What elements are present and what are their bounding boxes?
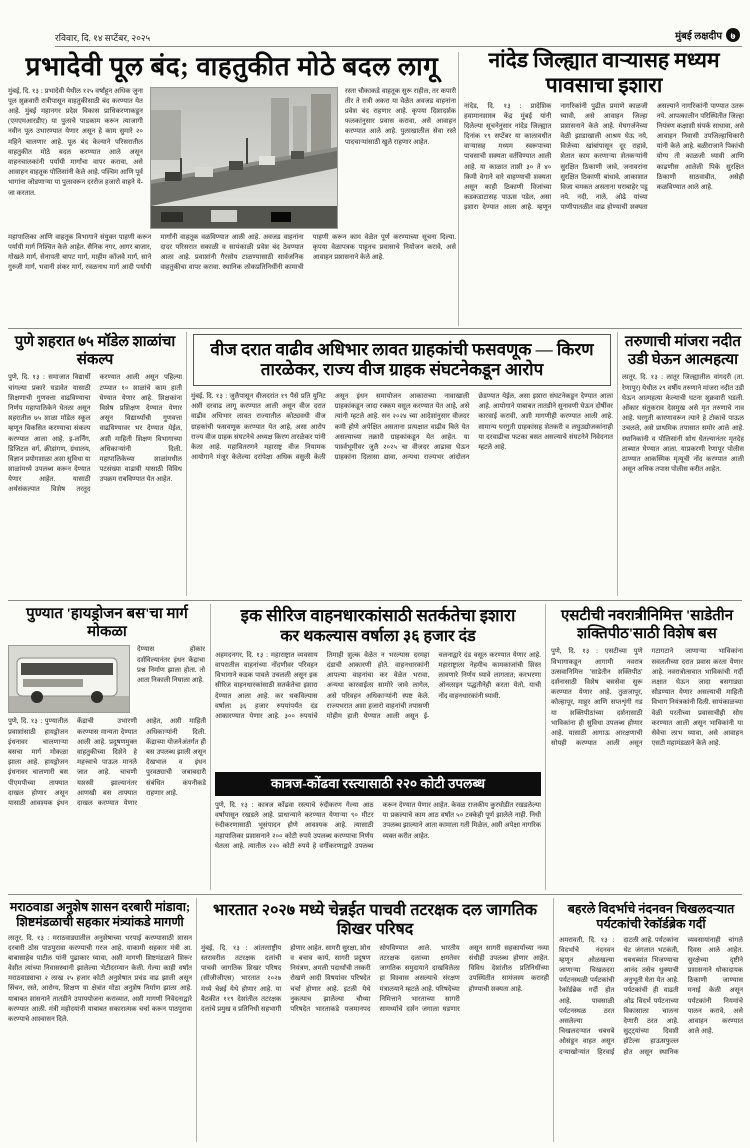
article-marathwada-headline: मराठवाडा अनुशेष शासन दरबारी मांडावा; शिष्टमंडळाची सहकार मंत्र्यांकडे मागणी [9, 900, 191, 929]
article-hydrogen-bus-media-row [8, 645, 206, 713]
article-latur-suicide-headline: तरुणाची मांजरा नदीत उडी घेऊन आत्महत्या [625, 334, 741, 368]
article-latur-suicide [622, 334, 744, 569]
article-hydrogen-bus-body: पुणे, दि. १३ : पुण्यातील प्रवाशांसाठी हायड्रोजन इंधनावर चालणाऱ्या बसचा मार्ग मोकळा झाला आहे. हायड्रोजन इंधनावर चालणारी बस पीएमपीच्या ताफ्यात दाखल होणार असून यासाठी आवश्यक इंधन केंद्राची उभारणी करण्यास मान्यता देण्यात आली आहे. प्रदूषणमुक्त वाहतुकीच्या दिशेने हे महत्त्वाचे पाऊल मानले जात आहे. चाचणी यशस्वी झाल्यानंतर आणखी बस ताफ्यात दाखल करण्यात येणार आहेत, अशी माहिती अधिकाऱ्यांनी दिली. केंद्राच्या योजनेअंतर्गत ही बस उपलब्ध झाली असून देखभाल व इंधन पुरवठ्याची जबाबदारी संबंधित कंपनीकडे राहणार आहे. [8, 718, 206, 807]
article-st-bus-body: पुणे, दि. १३ : एसटीच्या पुणे विभागाकडून आगामी नवरात्र उत्सवानिमित्त 'साडेतीन शक्तिपीठ' दर्शनासाठी विशेष बससेवा सुरू करण्यात येणार आहे. तुळजापूर, कोल्हापूर, माहूर आणि सप्तशृंगी गड या शक्तिपीठांच्या दर्शनासाठी भाविकांना ही सुविधा उपलब्ध होणार आहे. यासाठी आगाऊ आरक्षणाची सोयही करण्यात आली असून गटागटाने जाणाऱ्या भाविकांना सवलतीच्या दरात प्रवास करता येणार आहे. नवरात्रोत्सवात भाविकांची गर्दी लक्षात घेऊन जादा बसगाड्या सोडण्यात येणार असल्याची माहिती विभाग नियंत्रकांनी दिली. सायंकाळच्या वेळी परतीच्या प्रवासाचीही सोय करण्यात आली असून भाविकांनी या सेवेचा लाभ घ्यावा, असे आवाहन एसटी महामंडळाने केले आहे. [551, 648, 743, 748]
article-vij-body: मुंबई, दि. १३ : जुलैपासून वीजदरांत १९ पैसे प्रति युनिट अशी दरवाढ लागू करण्यात आली असून वीज दरात वाढीव अधिभार लावत राज्यातील कोट्यवधी वीज ग्राहकांची फसवणूक करण्यात येत आहे, असा आरोप राज्य वीज ग्राहक संघटनेचे अध्यक्ष किरण तारळेकर यांनी केला आहे. महावितरणने महाराष्ट्र वीज नियामक आयोगाने मंजूर केलेल्या दरांपेक्षा अधिक वसुली केली असून इंधन समायोजन आकाराच्या नावाखाली ग्राहकांकडून जादा रक्कम वसूल करण्यात येत आहे, असे त्यांनी म्हटले आहे. सन २०२४ च्या आदेशांनुसार वीजदर कमी होणे अपेक्षित असताना प्रत्यक्षात वाढीव बिले येत असल्याच्या तक्रारी ग्राहकांकडून येत आहेत. या पार्श्वभूमीवर जुलै २०२५ चा वीजदर आढावा घेऊन ग्राहकांना दिलासा द्यावा, अन्यथा राज्यभर आंदोलन छेडण्यात येईल, असा इशारा संघटनेकडून देण्यात आला आहे. आयोगाने याबाबत तातडीने सुनावणी घेऊन दोषींवर कारवाई करावी, अशी मागणीही करण्यात आली आहे. सामान्य घरगुती ग्राहकांसह शेतकरी व लघुउद्योजकांनाही या दरवाढीचा फटका बसत असल्याचे संघटनेने निवेदनात म्हटले आहे. [191, 393, 613, 462]
article-prabhadevi-body-left: मुंबई, दि. १३ : प्रभादेवी येथील १२५ वर्षांहून अधिक जुना पूल शुक्रवारी रात्रीपासून वाहतुकीसाठी बंद करण्यात येत आहे. मुंबई महानगर प्रदेश विकास प्राधिकरणाकडून (एमएमआरडीए) या पुलाचे पाडकाम करून त्याजागी नवीन पूल उभारण्यात येणार असून हे काम सुमारे २० महिने चालणार आहे. पूल बंद केल्याने परिसरातील वाहतुकीत मोठे बदल करण्यात आले असून वाहनचालकांनी पर्यायी मार्गांचा वापर करावा, असे आवाहन वाहतूक पोलिसांनी केले आहे. पश्चिम आणि पूर्व भागांना जोडणाऱ्या या पुलावरून दररोज हजारो वाहने ये-जा करतात. [8, 87, 143, 197]
page-number-badge: ७ [726, 28, 740, 42]
article-st-bus-headline: एसटीची नवरात्रीनिमित्त 'साडेतीन शक्तिपीठ'साठी विशेष बस [560, 608, 734, 642]
divider [196, 898, 197, 1142]
article-pune-schools [8, 334, 182, 589]
article-chikhaldara-body: अमरावती, दि. १३ : विदर्भाचे नंदनवन म्हणून ओळखल्या जाणाऱ्या चिखलदरा पर्यटनस्थळी पर्यटकांची रेकॉर्डब्रेक गर्दी होत आहे. पावसाळी पर्यटनस्थळ ठरत असलेल्या चिखलदऱ्यात धबधबे ओसंडून वाहत असून दऱ्याखोऱ्यांत हिरवाई दाटली आहे. पर्यटकांना थेट जंगलात भटकंती, धबधब्यांत भिजण्याचा आनंद तसेच धुक्याची अनुभूती घेता येत आहे. पर्यटकांची ही वाढती ओढ विदर्भ पर्यटनाच्या विकासाला चालना देणारी ठरत आहे. सुट्ट्यांच्या दिवशी हॉटेल्स हाऊसफुल्ल होत असून स्थानिक व्यवसायांनाही चांगले दिवस आले आहेत. सुरक्षेच्या दृष्टीने प्रशासनाने धोकादायक ठिकाणी जाण्यास मनाई केली असून पर्यटकांनी नियमांचे पालन करावे, असे आवाहन करण्यात आले आहे. [559, 936, 743, 1056]
article-prabhadevi-body-right: रस्ता चौकाकडे वाहतूक सुरू राहील, तर कपारी तीर ते रात्री अकरा या वेळेत अवजड वाहनांना प्रवेश बंद राहणार आहे. कृपया दिशादर्शक फलकांनुसार प्रवास करावा, असे आवाहन करण्यात आले आहे. पुलाखालील सेवा रस्ते पादचाऱ्यांसाठी खुले राहणार आहेत. [344, 87, 456, 146]
divider [8, 600, 742, 601]
article-prabhadevi-body-bottom: महापालिका आणि वाहतूक विभागाने संयुक्त पाहणी करून पर्यायी मार्ग निश्चित केले आहेत. सैनिक नगर, आगर बाजार, गोखले मार्ग, सेनापती बापट मार्ग, माहीम कॉजवे मार्ग, साने गुरुजी मार्ग, भवानी शंकर मार्ग, रवळनाथ मार्ग आदी पर्यायी मार्गांनी वाहतूक वळविण्यात आली आहे. अवजड वाहनांना दादर परिसरात सकाळी व सायंकाळी प्रवेश बंद ठेवण्यात आला आहे. प्रवाशांनी गैरसोय टाळण्यासाठी सार्वजनिक वाहतुकीचा वापर करावा. स्थानिक लोकप्रतिनिधींनी कामाची पाहणी करून काम वेळेत पूर्ण करण्याच्या सूचना दिल्या. कृपया वेळापत्रक पाहूनच प्रवासाचे नियोजन करावे, असे आवाहन प्रशासनाने केले आहे. [8, 233, 456, 272]
divider [186, 332, 187, 596]
divider [8, 894, 742, 895]
article-latur-suicide-body: लातूर, दि. १३ : लातूर जिल्ह्यातील वांगदरी (ता. रेणापूर) येथील २९ वर्षीय तरुणाने मांजरा नदीत उडी घेऊन आत्महत्या केल्याची घटना शुक्रवारी घडली. ओंकार संतुकराव देशमुख असे मृत तरुणाचे नाव आहे. घरगुती कारणावरून त्याने हे टोकाचे पाऊल उचलले, असे प्राथमिक तपासात समोर आले आहे. स्थानिकांनी व पोलिसांनी शोध घेतल्यानंतर मृतदेह ताब्यात घेण्यात आला. याप्रकरणी रेणापूर पोलीस ठाण्यात आकस्मिक मृत्यूची नोंद करण्यात आली असून अधिक तपास पोलीस करीत आहेत. [622, 374, 744, 474]
article-nanded-headline: नांदेड जिल्ह्यात वाऱ्यासह मध्यम पावसाचा इशारा [488, 48, 720, 97]
article-katraj-body: पुणे, दि. १३ : कात्रज कोंढवा रस्त्याचे रुंदीकरण गेल्या आठ वर्षांपासून रखडले आहे. प्राधान्याने करण्यात येणाऱ्या ९० मीटर रुंदीकरणासाठी भूसंपादन होणे आवश्यक आहे. त्यासाठी महापालिका प्रशासनाने २०० कोटी रुपये उपलब्ध करण्याचा निर्णय घेतला आहे. त्यातील २२० कोटी रुपये हे वर्गीकरणाद्वारे उपलब्ध करून देण्यात येणार आहेत. केवळ राजकीय कुरघोडीत रखडलेल्या या प्रकल्पाचे काम आठ वर्षांत ५० टक्केही पूर्ण झालेले नाही. निधी उपलब्ध झाल्याने आता कामाला गती मिळेल, अशी अपेक्षा नागरिक व्यक्त करीत आहेत. [215, 802, 541, 850]
katraj-banner-headline: कात्रज-कोंढवा रस्त्यासाठी २२० कोटी उपलब्ध [215, 772, 541, 796]
divider [617, 332, 618, 596]
article-nanded [464, 48, 744, 314]
article-nanded-body: नांदेड, दि. १३ : प्रादेशिक हवामानशास्त्र केंद्र मुंबई यांनी दिलेल्या सूचनेनुसार नांदेड जिल्ह्यात दिनांक १९ सप्टेंबर या कालावधीत वाऱ्यासह मध्यम स्वरूपाच्या पावसाची शक्यता वर्तविण्यात आली आहे. या काळात ताशी ३० ते ४० किमी वेगाने वारे वाहण्याची शक्यता असून काही ठिकाणी विजांच्या कडकडाटासह पाऊस पडेल, असा इशारा देण्यात आला आहे. म्हणून नागरिकांनी पुढील प्रमाणे काळजी घ्यावी, असे आवाहन जिल्हा प्रशासनाने केले आहे. मेघगर्जनेच्या वेळी झाडाखाली आश्रय घेऊ नये, विजेच्या खांबांपासून दूर राहावे, शेतात काम करणाऱ्या शेतकऱ्यांनी सुरक्षित ठिकाणी जावे, जनावरांना सुरक्षित ठिकाणी बांधावे. आकाशात विजा चमकत असताना घराबाहेर पडू नये. नदी, नाले, ओढे यांच्या पाणीपातळीत वाढ होण्याची शक्यता असल्याने नागरिकांनी पाण्यात उतरू नये. आपत्कालीन परिस्थितीत जिल्हा नियंत्रण कक्षाशी संपर्क साधावा, असे आवाहन निवासी उपजिल्हाधिकारी यांनी केले आहे. बळीराजाने पिकांची योग्य ती काळजी घ्यावी आणि काढणीस आलेली पिके सुरक्षित ठिकाणी साठवावीत, असेही कळविण्यात आले आहे. [464, 102, 744, 212]
article-vij [191, 334, 613, 592]
hydrogen-bus-photo [8, 645, 130, 713]
divider [545, 604, 546, 890]
bridge-photo [150, 87, 338, 229]
article-hydrogen-bus-headline: पुण्यात 'हायड्रोजन बस'चा मार्ग मोकळा [26, 606, 188, 640]
article-chikhaldara-headline: बहरले विदर्भाचे नंदनवन चिखलदऱ्यात पर्यटकांची रेकॉर्डब्रेक गर्दी [567, 902, 735, 931]
article-prabhadevi-headline: प्रभादेवी पूल बंद; वाहतुकीत मोठे बदल लागू [25, 52, 439, 81]
page-date: रविवार, दि. १४ सप्टेंबर, २०२५ [55, 33, 151, 43]
article-marathwada-body: लातूर, दि. १३ : मराठवाड्यातील अनुशेषाच्या भरपाई करण्यासाठी शासन दरबारी ठोस पाठपुरावा करण्याची गरज आहे. याकामी सहकार मंत्री आ. बाबासाहेब पाटील यांनी पुढाकार घ्यावा, अशी मागणी शिष्टमंडळाने शिरूर वेशीत त्यांच्या निवासस्थानी झालेल्या भेटीदरम्यान केली. गेल्या काही वर्षांत मराठवाड्याचा २ लाख २५ हजार कोटी अनुशेषात प्रचंड वाढ झाली असून सिंचन, रस्ते, आरोग्य, शिक्षण या क्षेत्रांत मोठा अनुशेष निर्माण झाला आहे. याबाबत शासनाने तातडीने उपाययोजना कराव्यात, अशी मागणी निवेदनाद्वारे करण्यात आली. मंत्री महोदयांनी याबाबत सकारात्मक चर्चा करून पाठपुरावा करण्याचे आश्वासन दिले. [8, 934, 192, 1023]
article-prabhadevi-content [8, 87, 456, 229]
article-prabhadevi [8, 52, 456, 319]
article-st-bus [551, 608, 743, 863]
article-ec-series-headline-line1: इक सीरिज वाहनधारकांसाठी सतर्कतेचा इशारा [240, 606, 516, 625]
article-pune-schools-headline: पुणे शहरात ७५ मॉडेल शाळांचा संकल्प [14, 334, 176, 368]
divider [8, 328, 742, 329]
divider [210, 604, 211, 890]
hydrogen-bus-photo-graphic [9, 646, 129, 712]
divider [553, 898, 554, 1142]
article-hydrogen-bus-body-side: देण्यास होकार दर्शविल्यानंतर इंधन केंद्राचा प्रश्न निर्माण झाला होता. तो आता निकाली निघाला आहे. [137, 646, 205, 684]
article-pune-schools-body: पुणे, दि. १३ : समाजात विद्यार्थी चांगल्या प्रकारे घडावेत यासाठी शिक्षणाची गुणवत्ता वाढविण्याचा निर्णय महापालिकेने घेतला असून शहरातील ७५ शाळा मॉडेल स्कूल म्हणून विकसित करण्याचा संकल्प करण्यात आला आहे. इ-लर्निंग, डिजिटल वर्ग, क्रीडांगण, ग्रंथालय, विज्ञान प्रयोगशाळा अशा सुविधा या शाळांमध्ये उपलब्ध करून देण्यात येणार आहेत. यासाठी अर्थसंकल्पात विशेष तरतूद करण्यात आली असून पहिल्या टप्प्यात १० शाळांचे काम हाती घेण्यात येणार आहे. शिक्षकांना विशेष प्रशिक्षण देण्यात येणार असून विद्यार्थ्यांची गुणवत्ता वाढविण्यावर भर देण्यात येईल, अशी माहिती शिक्षण विभागाच्या अधिकाऱ्यांनी दिली. महापालिकेच्या शाळांमधील पटसंख्या वाढावी यासाठी विविध उपक्रम राबविण्यात येत आहेत. [8, 374, 182, 494]
article-coast-guard-body: मुंबई, दि. १३ : आंतरराष्ट्रीय स्तरावरील तटरक्षक दलांची पाचवी जागतिक शिखर परिषद (सीजीजीएस) भारतात २०२७ मध्ये चेन्नई येथे होणार आहे. या बैठकीत ११९ देशांतील तटरक्षक दलांचे प्रमुख व प्रतिनिधी सहभागी होणार आहेत. सागरी सुरक्षा, शोध व बचाव कार्य, सागरी प्रदूषण नियंत्रण, अमली पदार्थांची तस्करी रोखणे आदी विषयांवर परिषदेत चर्चा होणार आहे. इटली येथे नुकत्याच झालेल्या चौथ्या परिषदेत भारताकडे यजमानपद सोपविण्यात आले. भारतीय तटरक्षक दलाच्या क्षमतेवर जागतिक समुदायाने दाखविलेला हा विश्वास असल्याचे संरक्षण मंत्रालयाने म्हटले आहे. परिषदेच्या निमित्ताने भारताच्या सागरी सामर्थ्याचे दर्शन जगाला घडणार असून सागरी सहकार्याच्या नव्या संधीही उपलब्ध होणार आहेत. विविध देशांतील प्रतिनिधींच्या उपस्थितीत सामंजस्य करारही होण्याची शक्यता आहे. [201, 944, 549, 1013]
masthead-title: मुंबई लक्षदीप [675, 31, 722, 42]
article-coast-guard [201, 902, 549, 1148]
divider [458, 52, 459, 326]
article-vij-headline: वीज दरात वाढीव अधिभार लावत ग्राहकांची फसवणूक — किरण तारळेकर, राज्य वीज ग्राहक संघटनेकडून आरोप [193, 334, 611, 386]
masthead-area [675, 28, 740, 42]
header-rule [55, 46, 742, 47]
bridge-photo-graphic [151, 88, 337, 228]
article-ec-series-headline-line2: कर थकल्यास वर्षाला ३६ हजार दंड [280, 628, 476, 646]
article-hydrogen-bus [8, 606, 206, 885]
article-ec-series-body: अहमदनगर, दि. १३ : महाराष्ट्रात व्यवसाय वापरातील वाहनांच्या नोंदणीवर परिवहन विभागाने कडक पावले उचलली असून इक सीरिज वाहनधारकांसाठी सतर्कतेचा इशारा देण्यात आला आहे. कर थकविल्यास वर्षाला ३६ हजार रुपयांपर्यंत दंड आकारण्यात येणार आहे. ३०० रुपयांचे तिमाही शुल्क वेळेत न भरल्यास दरमहा दंडाची आकारणी होते. वाहनधारकांनी आपल्या वाहनांचा कर वेळेत भरावा, अन्यथा कारवाईला सामोरे जावे लागेल, असे परिवहन अधिकाऱ्यांनी स्पष्ट केले. राज्यभरात अशा हजारो वाहनांची तपासणी मोहीम हाती घेण्यात आली असून ई-चलनाद्वारे दंड वसूल करण्यात येणार आहे. महाराष्ट्राला नेहमीच कामकाजांची शिस्त लावणारे निर्णय घ्यावे लागतात; करभरणा ऑनलाइन पद्धतीनेही करता येतो, याची नोंद वाहनधारकांनी घ्यावी. [215, 651, 541, 721]
article-marathwada [8, 900, 192, 1124]
article-chikhaldara [559, 902, 743, 1136]
article-coast-guard-headline: भारतात २०२७ मध्ये चेन्नईत पाचवी तटरक्षक दल जागतिक शिखर परिषद [212, 902, 537, 938]
article-ec-series [215, 606, 541, 871]
